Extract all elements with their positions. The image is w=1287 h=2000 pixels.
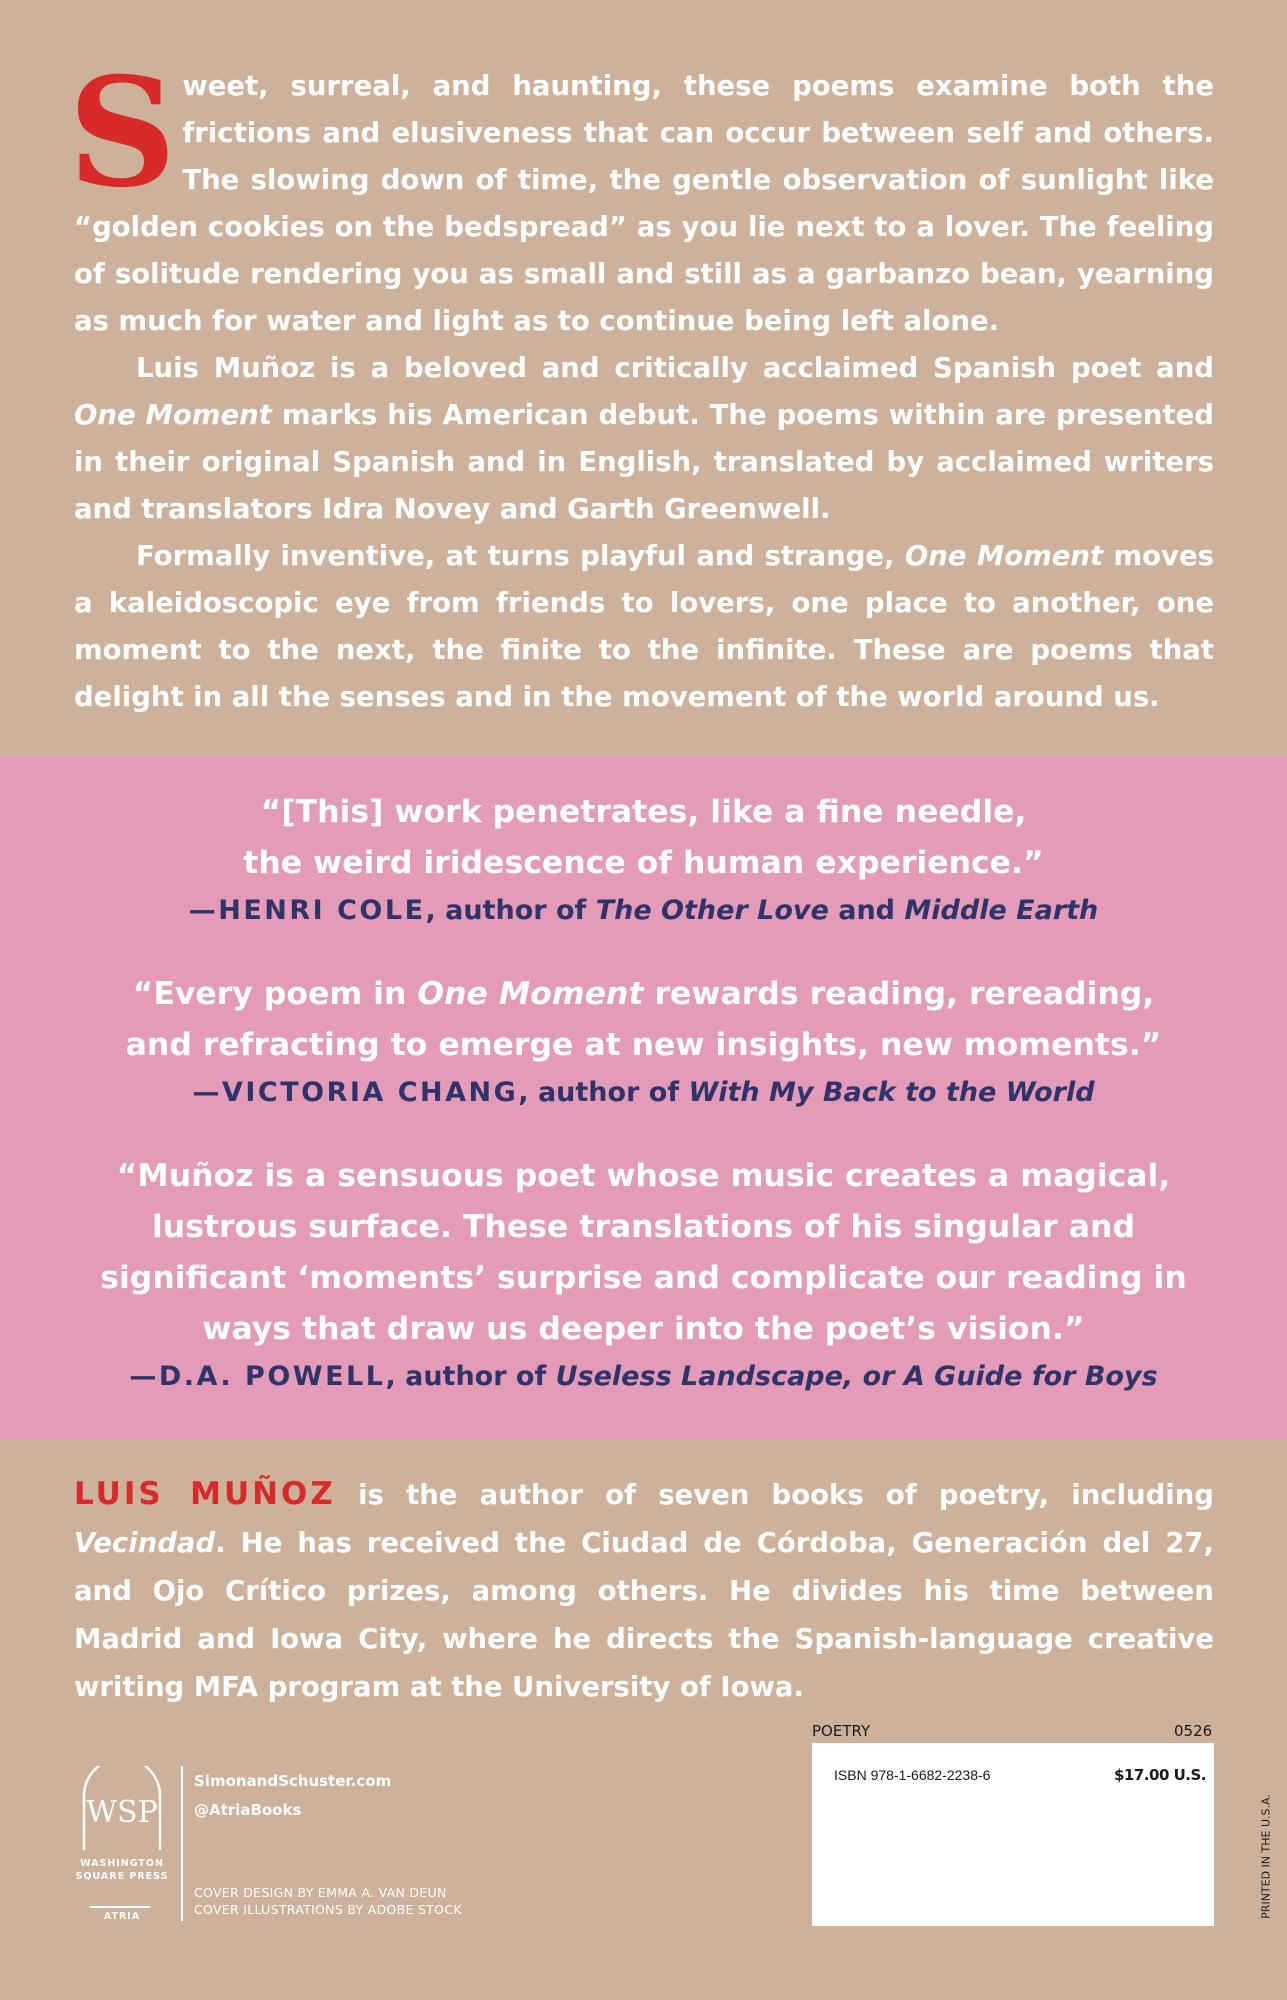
praise-quote-2 bbox=[0, 969, 1287, 1115]
printed-in-label: PRINTED IN THE U.S.A. bbox=[1259, 1794, 1273, 1919]
attribution-text: , author of bbox=[425, 895, 596, 926]
attribution-text: and bbox=[828, 895, 905, 926]
description-paragraph-1 bbox=[68, 45, 1214, 345]
quote-book-title: One Moment bbox=[417, 976, 644, 1012]
publisher-social-handle: @AtriaBooks bbox=[194, 1801, 302, 1819]
description-paragraph-1-text: weet, surreal, and haunting, these poems examine both the frictions and elusiveness that can occur between self and others. The slowing down of time, the gentle observation of sunlight like “golden cookies on the bedspread” as you lie next to a lover. The feeling of solitude rendering you as small and still as a garbanzo bean, yearning as much for water and light as to continue being left alone. bbox=[74, 70, 1214, 337]
book-title-italic: One Moment bbox=[904, 540, 1104, 572]
attribution-text: , author of bbox=[385, 1361, 556, 1392]
quote-line bbox=[0, 969, 1287, 1020]
book-title-italic: One Moment bbox=[74, 399, 272, 431]
description-paragraph-2 bbox=[74, 345, 1214, 533]
quote-line: the weird iridescence of human experience.” bbox=[243, 845, 1044, 881]
imprint-line: SQUARE PRESS bbox=[75, 1871, 169, 1882]
category-code: 0526 bbox=[1174, 1722, 1213, 1740]
paragraph-3-text-start: Formally inventive, at turns playful and strange, bbox=[136, 540, 905, 572]
quote-attribution bbox=[0, 1355, 1287, 1399]
quote-text: “Every poem in bbox=[132, 976, 418, 1012]
cover-design-credit: COVER DESIGN BY EMMA A. VAN DEUN bbox=[194, 1885, 447, 1900]
bio-text: is the author of seven books of poetry, including bbox=[335, 1479, 1214, 1511]
attribution-book: Middle Earth bbox=[904, 895, 1099, 926]
cover-illustration-credit: COVER ILLUSTRATIONS BY ADOBE STOCK bbox=[194, 1902, 462, 1917]
description-paragraph-3 bbox=[74, 533, 1214, 721]
author-name: LUIS MUÑOZ bbox=[74, 1476, 336, 1512]
vertical-divider bbox=[181, 1766, 183, 1921]
bio-text: . He has received the Ciudad de Córdoba, Generación del 27, and Ojo Crítico prizes, among others. He divides his time between Madrid and Iowa City, where he directs the Spanish-language creative writing MFA program at the University of Iowa. bbox=[74, 1527, 1214, 1703]
publisher-website: SimonandSchuster.com bbox=[194, 1772, 392, 1790]
imprint-line: ATRIA bbox=[103, 1911, 141, 1922]
category-label: POETRY bbox=[812, 1722, 871, 1740]
attribution-author: —HENRI COLE bbox=[188, 895, 426, 926]
quote-line: and refracting to emerge at new insights, new moments.” bbox=[125, 1027, 1162, 1063]
paragraph-2-text-end: marks his American debut. The poems within are presented in their original Spanish and in English, translated by acclaimed writers and translators Idra Novey and Garth Greenwell. bbox=[74, 399, 1214, 525]
attribution-book: The Other Love bbox=[595, 895, 829, 926]
price-label: $17.00 U.S. bbox=[1114, 1766, 1206, 1784]
praise-quote-1 bbox=[0, 787, 1287, 933]
praise-quote-3 bbox=[0, 1151, 1287, 1399]
attribution-text: , author of bbox=[518, 1077, 689, 1108]
quote-attribution bbox=[0, 889, 1287, 933]
imprint-line: WASHINGTON bbox=[80, 1858, 164, 1869]
isbn-number: ISBN 978-1-6682-2238-6 bbox=[834, 1767, 991, 1783]
quote-text: rewards reading, rereading, bbox=[643, 976, 1155, 1012]
quote-line: “[This] work penetrates, like a fine needle, bbox=[260, 794, 1027, 830]
paragraph-2-text-start: Luis Muñoz is a beloved and critically acclaimed Spanish poet and bbox=[136, 352, 1214, 384]
publisher-logo-icon bbox=[80, 1766, 164, 1852]
author-bio bbox=[74, 1470, 1214, 1711]
praise-band bbox=[0, 756, 1287, 1440]
attribution-book: With My Back to the World bbox=[688, 1077, 1095, 1108]
drop-cap-letter: S bbox=[68, 45, 177, 221]
paragraph-3-text-end: moves a kaleidoscopic eye from friends to lovers, one place to another, one moment to the next, the finite to the infinite. These are poems that delight in all the senses and in the movement of the world around us. bbox=[74, 540, 1214, 713]
quote-line: “Muñoz is a sensuous poet whose music creates a magical, bbox=[116, 1158, 1171, 1194]
quote-line: lustrous surface. These translations of his singular and bbox=[151, 1209, 1136, 1245]
logo-letters: WSP bbox=[86, 1795, 158, 1830]
attribution-author: —D.A. POWELL bbox=[129, 1361, 386, 1392]
attribution-book: Useless Landscape, or A Guide for Boys bbox=[555, 1361, 1158, 1392]
quote-line: ways that draw us deeper into the poet’s vision.” bbox=[202, 1311, 1085, 1347]
attribution-author: —VICTORIA CHANG bbox=[192, 1077, 519, 1108]
quote-line: significant ‘moments’ surprise and complicate our reading in bbox=[100, 1260, 1187, 1296]
logo-divider bbox=[90, 1906, 150, 1908]
book-description bbox=[68, 45, 1214, 721]
bio-book-title: Vecindad bbox=[74, 1527, 216, 1559]
quote-attribution bbox=[0, 1071, 1287, 1115]
